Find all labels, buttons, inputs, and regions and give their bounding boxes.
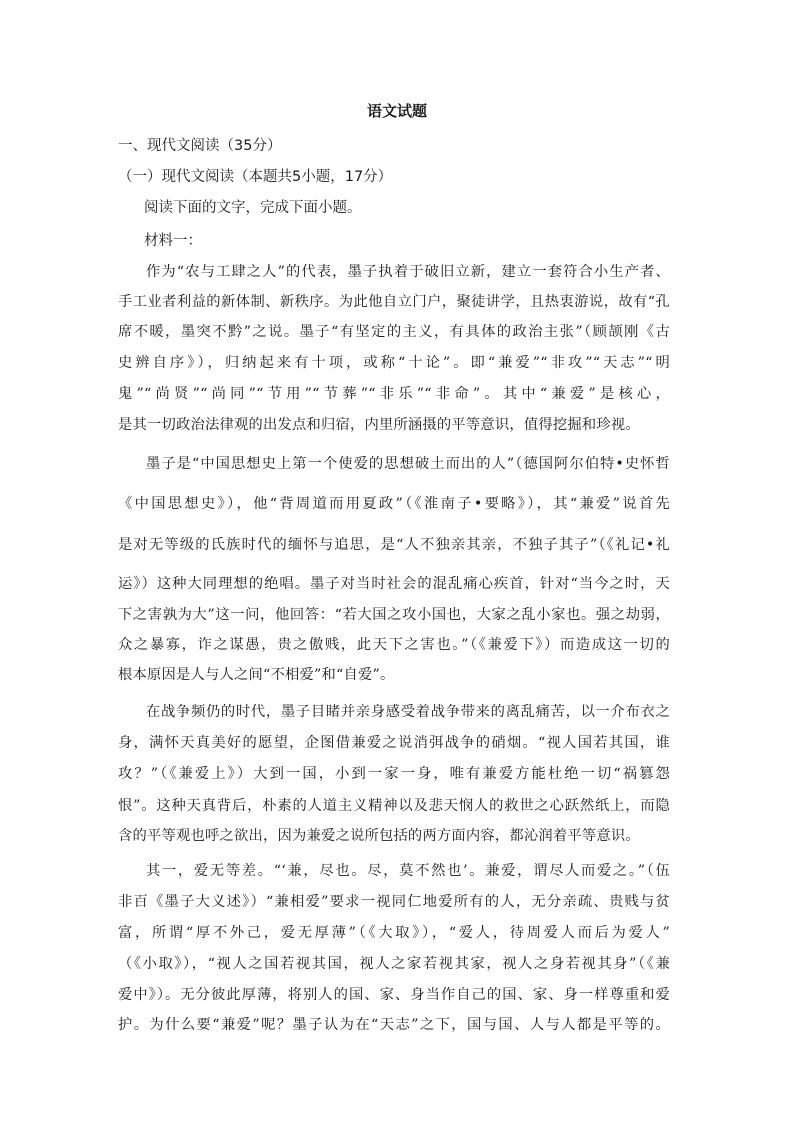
text-line: （《小取》），“视人之国若视其国，视人之家若视其家，视人之身若视其身”（《兼 — [118, 956, 670, 972]
text-line: 含的平等观也呼之欲出，因为兼爱之说所包括的两方面内容，都沁润着平等意识。 — [118, 828, 640, 844]
section-heading: 一、现代文阅读（35分） — [118, 138, 282, 154]
text-line: 爱中》）。无分彼此厚薄，将别人的国、家、身当作自己的国、家、身一样尊重和爱 — [118, 987, 670, 1003]
text-line: 是对无等级的氏族时代的缅怀与追思，是“人不独亲其亲，不独子其子”（《礼记•礼 — [118, 537, 670, 553]
text-line: 非百《墨子大义述》）“兼相爱”要求一视同仁地爱所有的人，无分亲疏、贵贱与贫 — [118, 894, 670, 910]
text-line: 墨子是“中国思想史上第一个使爱的思想破土而出的人”（德国阿尔伯特•史怀哲 — [146, 456, 670, 472]
text-line: 席不暖，墨突不黔”之说。墨子“有坚定的主义，有具体的政治主张”（顾颉刚《古 — [118, 324, 670, 340]
text-line: 恨”。这种天真背后，朴素的人道主义精神以及悲天悯人的救世之心跃然纸上，而隐 — [118, 798, 670, 814]
text-line: 攻？”（《兼爱上》）大到一国，小到一家一身，唯有兼爱方能杜绝一切“祸篡怨 — [118, 766, 670, 782]
text-line: 在战争频仍的时代，墨子目睹并亲身感受着战争带来的离乱痛苦，以一介布衣之 — [146, 704, 670, 720]
subsection-heading: （一）现代文阅读（本题共5小题，17分） — [118, 169, 393, 185]
text-line: 其一，爱无等差。“‘兼，尽也。尽，莫不然也’。兼爱，谓尽人而爱之。”（伍 — [146, 863, 670, 879]
text-line: 运》）这种大同理想的绝唱。墨子对当时社会的混乱痛心疾首，针对“当今之时，天 — [118, 576, 670, 592]
text-line: 《中国思想史》），他“背周道而用夏政”（《淮南子•要略》），其“兼爱”说首先 — [118, 496, 670, 512]
document-title: 语文试题 — [366, 102, 427, 120]
text-line: 手工业者利益的新体制、新秩序。为此他自立门户，聚徒讲学，且热衷游说，故有“孔 — [118, 294, 670, 310]
text-line: 作为“农与工肆之人”的代表，墨子执着于破旧立新，建立一套符合小生产者、 — [146, 264, 670, 280]
material-label: 材料一： — [144, 233, 202, 249]
text-line: 富，所谓“厚不外己，爱无厚薄”（《大取》），“爱人，待周爱人而后为爱人” — [118, 925, 670, 941]
text-line: 鬼”“尚贤”“尚同”“节用”“节葬”“非乐”“非命”。其中“兼爱”是核心， — [118, 386, 670, 402]
text-line: 身，满怀天真美好的愿望，企图借兼爱之说消弭战争的硝烟。“视人国若其国，谁 — [118, 735, 670, 751]
text-line: 众之暴寡，诈之谋愚，贵之傲贱，此天下之害也。”（《兼爱下》）而造成这一切的 — [118, 637, 670, 653]
text-line: 护。为什么要“兼爱”呢？墨子认为在“天志”之下，国与国、人与人都是平等的。 — [118, 1017, 670, 1033]
text-line: 史辨自序》），归纳起来有十项，或称“十论”。即“兼爱”“非攻”“天志”“明 — [118, 355, 670, 371]
text-line: 下之害孰为大”这一问，他回答：“若大国之攻小国也，大家之乱小家也。强之劫弱， — [118, 607, 670, 623]
reading-instruction: 阅读下面的文字，完成下面小题。 — [144, 200, 362, 216]
text-line: 根本原因是人与人之间“不相爱”和“自爱”。 — [118, 667, 395, 683]
text-line: 是其一切政治法律观的出发点和归宿，内里所涵摄的平等意识，值得挖掘和珍视。 — [118, 417, 640, 433]
